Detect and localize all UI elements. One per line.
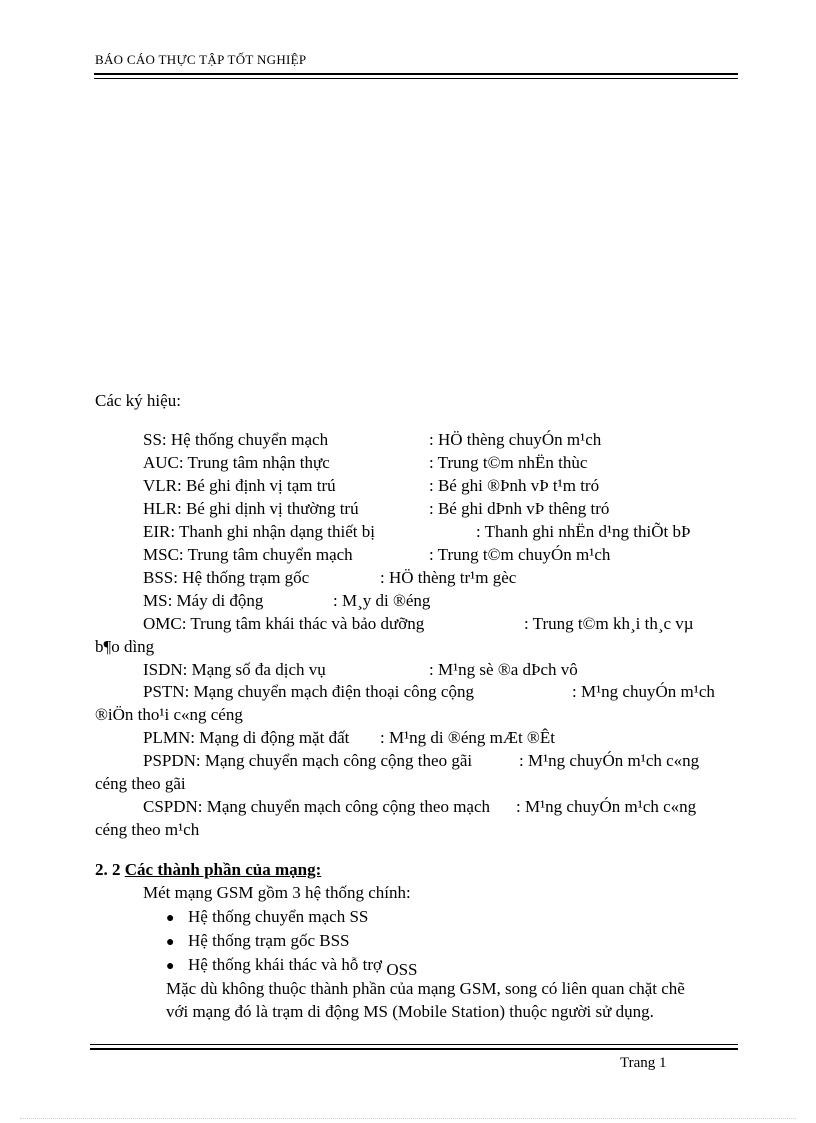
section-heading (95, 860, 321, 880)
bullet-text: Hệ thống khái thác và hỗ trợ (188, 955, 383, 974)
symbol-right-ms: : M¸y di ®éng (333, 591, 431, 610)
bullet-item-oss (166, 955, 418, 977)
symbol-left-cspdn: CSPDN: Mạng chuyển mạch công cộng theo mạch (143, 797, 491, 816)
symbol-left-ss: SS: Hệ thống chuyển mạch (143, 430, 329, 449)
symbol-right-bss: : HÖ thèng tr¹m gèc (380, 568, 517, 587)
section-intro: Mét mạng GSM gồm 3 hệ thống chính: (143, 883, 411, 902)
symbol-left-pstn: PSTN: Mạng chuyển mạch điện thoại công cộng (143, 682, 474, 701)
section-number: 2. 2 (95, 860, 121, 879)
bullet-item-bss (166, 931, 350, 953)
symbol-left-auc: AUC: Trung tâm nhận thực (143, 453, 330, 472)
symbol-left-eir: EIR: Thanh ghi nhận dạng thiết bị (143, 522, 375, 541)
symbol-cont-omc: b¶o dìng (95, 637, 155, 656)
symbol-right-plmn: : M¹ng di ®éng mÆt ®Êt (380, 728, 555, 747)
symbol-cont-cspdn: céng theo m¹ch (95, 820, 200, 839)
symbol-left-vlr: VLR: Bé ghi định vị tạm trú (143, 476, 336, 495)
symbol-left-hlr: HLR: Bé ghi dịnh vị thường trú (143, 499, 359, 518)
symbol-left-plmn: PLMN: Mạng di động mặt đất (143, 728, 350, 747)
symbol-left-ms: MS: Máy di động (143, 591, 264, 610)
symbol-left-isdn: ISDN: Mạng số đa dịch vụ (143, 660, 326, 679)
symbol-right-pstn: : M¹ng chuyÓn m¹ch (572, 682, 715, 701)
bullet-item-ss (166, 907, 368, 929)
page-bottom-dotted-edge (20, 1118, 796, 1119)
footer-rule-thick (90, 1048, 738, 1050)
symbol-right-cspdn: : M¹ng chuyÓn m¹ch c«ng (516, 797, 697, 816)
symbol-cont-pstn: ®iÖn tho¹i c«ng céng (95, 705, 243, 724)
symbol-left-pspdn: PSPDN: Mạng chuyển mạch công cộng theo gãi (143, 751, 473, 770)
symbol-right-auc: : Trung t©m nhËn thùc (429, 453, 588, 472)
symbol-cont-pspdn: céng theo gãi (95, 774, 186, 793)
symbol-right-pspdn: : M¹ng chuyÓn m¹ch c«ng (519, 751, 700, 770)
symbol-left-msc: MSC: Trung tâm chuyển mạch (143, 545, 353, 564)
symbol-right-omc: : Trung t©m kh¸i th¸c vµ (524, 614, 694, 633)
symbol-left-omc: OMC: Trung tâm khái thác và bảo dưỡng (143, 614, 425, 633)
symbol-right-vlr: : Bé ghi ®Þnh vÞ t¹m tró (429, 476, 600, 495)
symbol-left-bss: BSS: Hệ thống trạm gốc (143, 568, 310, 587)
bullet-text: Hệ thống trạm gốc BSS (188, 931, 350, 950)
report-header-title: BÁO CÁO THỰC TẬP TỐT NGHIỆP (95, 52, 307, 67)
paragraph-line-1: Mặc dù không thuộc thành phần của mạng GSM, song có liên quan chặt chẽ (166, 979, 685, 998)
header-rule-thick (94, 73, 738, 75)
symbols-heading: Các ký hiệu: (95, 391, 181, 410)
section-title: Các thành phần của mạng: (124, 860, 322, 879)
bullet-icon: ● (166, 935, 175, 950)
symbol-right-hlr: : Bé ghi dÞnh vÞ thêng tró (429, 499, 610, 518)
bullet-suffix-oss: OSS (386, 960, 418, 979)
bullet-icon: ● (166, 911, 175, 926)
paragraph-line-2: với mạng đó là trạm di động MS (Mobile Station) thuộc người sử dụng. (166, 1002, 654, 1021)
bullet-icon: ● (166, 959, 175, 974)
bullet-text: Hệ thống chuyển mạch SS (188, 907, 369, 926)
header-rule-thin (94, 78, 738, 79)
footer-rule-thin (90, 1044, 738, 1045)
symbol-right-eir: : Thanh ghi nhËn d¹ng thiÕt bÞ (476, 522, 691, 541)
page-number: Trang 1 (620, 1055, 667, 1071)
symbol-right-msc: : Trung t©m chuyÓn m¹ch (429, 545, 611, 564)
symbol-right-ss: : HÖ thèng chuyÓn m¹ch (429, 430, 602, 449)
symbol-right-isdn: : M¹ng sè ®a dÞch vô (429, 660, 578, 679)
